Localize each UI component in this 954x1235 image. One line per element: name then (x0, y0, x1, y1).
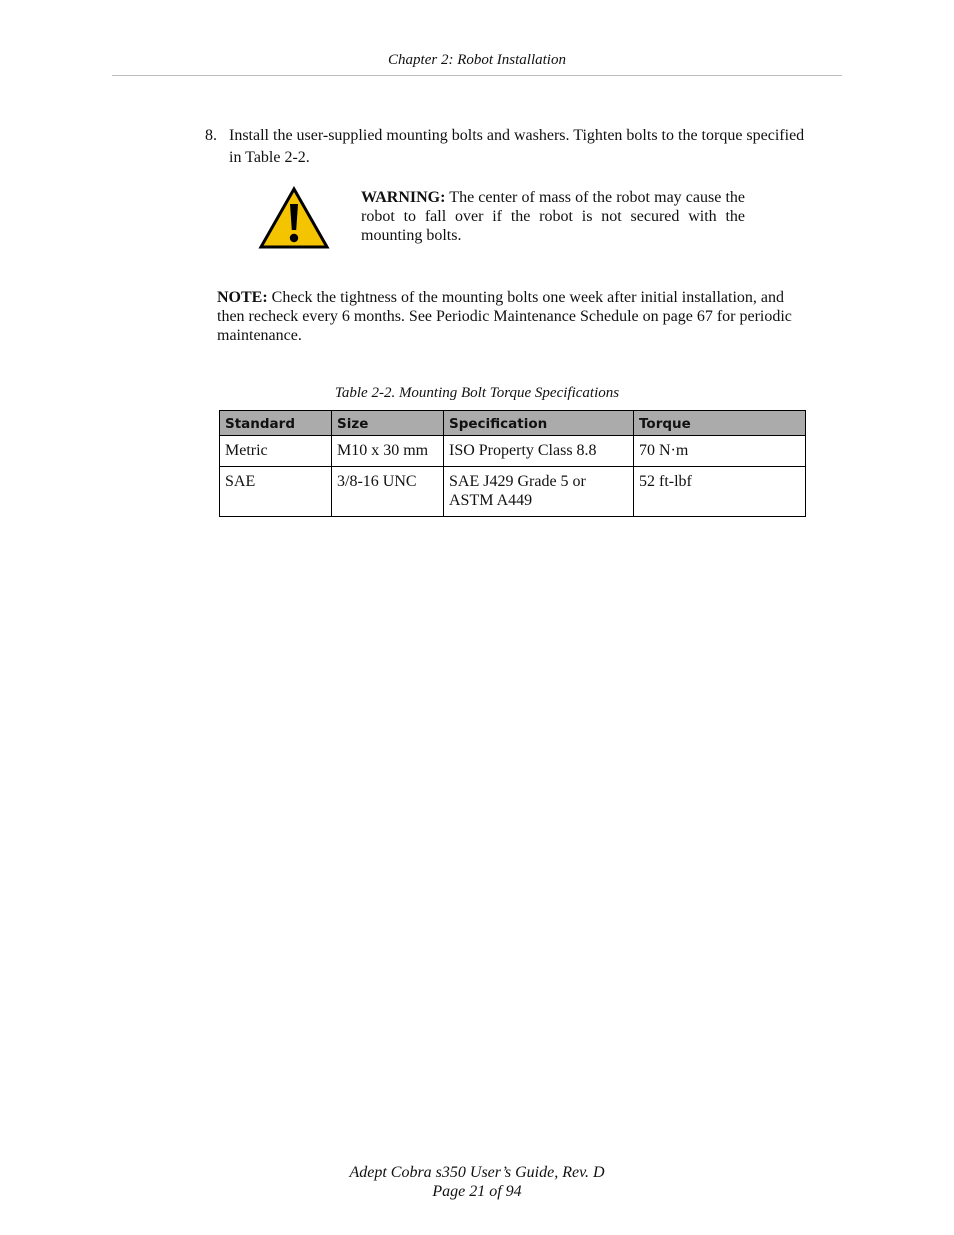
note-message (217, 288, 807, 345)
warning-body: The center of mass of the robot may cause the robot to fall over if the robot is not secured with the mounting bolts. (361, 189, 745, 244)
header-divider (112, 75, 842, 76)
footer-page-number: Page 21 of 94 (432, 1183, 522, 1200)
note-body: Check the tightness of the mounting bolts one week after initial installation, and then recheck every 6 months. See Periodic Maintenance Schedule on page 67 for periodic maintenance. (217, 289, 792, 344)
cell-size: M10 x 30 mm (332, 436, 444, 467)
cell-standard: SAE (220, 467, 332, 517)
warning-message (361, 188, 745, 245)
cell-specification: SAE J429 Grade 5 or ASTM A449 (444, 467, 634, 517)
table-row (220, 436, 806, 467)
cell-torque: 70 N·m (634, 436, 806, 467)
step-item (205, 125, 805, 169)
page-footer (0, 1163, 954, 1201)
column-header-torque: Torque (634, 411, 806, 436)
cell-torque: 52 ft-lbf (634, 467, 806, 517)
warning-label: WARNING: (361, 189, 446, 206)
page-header: Chapter 2: Robot Installation (388, 52, 566, 68)
footer-title: Adept Cobra s350 User’s Guide, Rev. D (349, 1164, 605, 1181)
cell-standard: Metric (220, 436, 332, 467)
step-text: Install the user-supplied mounting bolts and washers. Tighten bolts to the torque specified in Table 2-2. (229, 127, 805, 166)
column-header-size: Size (332, 411, 444, 436)
cell-specification: ISO Property Class 8.8 (444, 436, 634, 467)
table-header-row (220, 411, 806, 436)
step-number: 8. (205, 127, 217, 144)
torque-spec-table (219, 410, 806, 517)
table-caption: Table 2-2. Mounting Bolt Torque Specifications (334, 385, 620, 401)
cell-size: 3/8-16 UNC (332, 467, 444, 517)
note-label: NOTE: (217, 289, 268, 306)
column-header-standard: Standard (220, 411, 332, 436)
warning-triangle-icon (258, 186, 330, 250)
column-header-specification: Specification (444, 411, 634, 436)
table-row (220, 467, 806, 517)
